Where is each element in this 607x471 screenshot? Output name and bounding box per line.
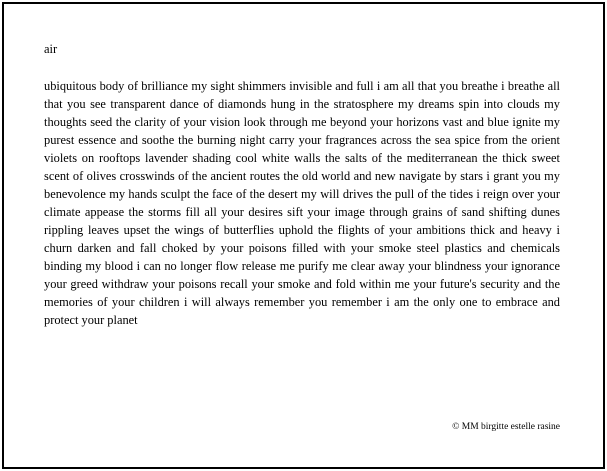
poem-body: ubiquitous body of brilliance my sight shimmers invisible and full i am all that you breathe i breathe all that you see transparent dance of diamonds hung in the stratosphere my dreams spin into clouds my thoughts seed the clarity of your vision look through me beyond your horizons vast and blue ignite my purest essence and soothe the burning night carry your fragrances across the sea spice from the orient violets on rooftops lavender shading cool white walls the salts of the mediterranean the thick sweet scent of olives crosswinds of the ancient routes the old world and new navigate by stars i grant you my benevolence my hands sculpt the face of the desert my will drives the pull of the tides i reign over your climate appease the storms fill all your desires sift your image through grains of sand shifting dunes rippling leaves upset the wings of butterflies uphold the flights of your ambitions thick and heavy i churn darken and fall choked by your poisons filled with your smoke steel plastics and chemicals binding my blood i can no longer flow release me purify me clear away your blindness your ignorance your greed withdraw your poisons recall your smoke and fold within me your future's security and the memories of your children i will always remember you remember i am the only one to embrace and protect your planet — [44, 79, 560, 327]
copyright-notice: © MM birgitte estelle rasine — [452, 422, 560, 432]
poem-title: air — [44, 42, 58, 56]
